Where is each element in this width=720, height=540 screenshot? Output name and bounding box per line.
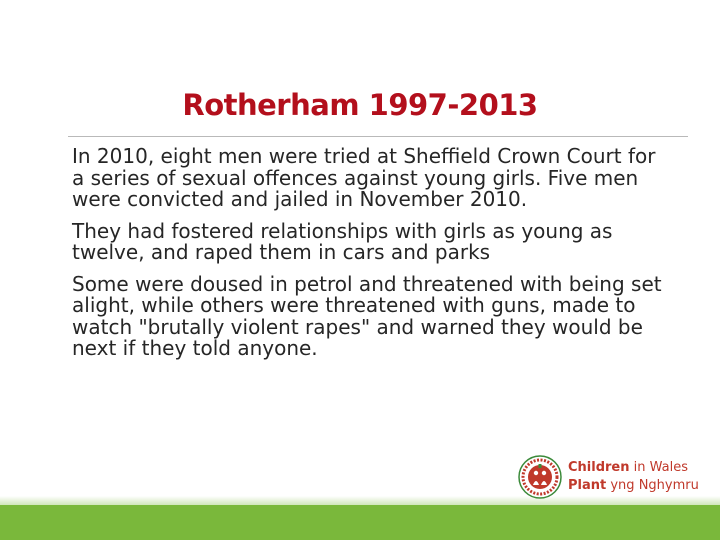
children-in-wales-logo (514, 452, 704, 502)
slide-title: Rotherham 1997-2013 (182, 88, 538, 122)
logo-word-yng: yng (606, 478, 639, 493)
logo-text (568, 459, 699, 495)
paragraph-3: Some were doused in petrol and threatened with being set alight, while others were threatened with guns, made to watch "brutally violent rapes" and warned they would be next if they told anyone. (72, 271, 662, 360)
paragraph-2: They had fostered relationships with girls as young as twelve, and raped them in cars and parks (72, 218, 613, 264)
paragraph-1: In 2010, eight men were tried at Sheffield Crown Court for a series of sexual offences against young girls. Five men were convicted and jailed in November 2010. (72, 144, 656, 211)
logo-word-wales: Wales (649, 460, 688, 475)
children-in-wales-seal-icon (518, 455, 562, 499)
footer-accent-bar (0, 505, 720, 540)
title-divider (68, 136, 688, 137)
slide-body (72, 146, 672, 370)
logo-line-welsh (568, 477, 699, 495)
logo-word-plant: Plant (568, 478, 607, 493)
logo-word-nghymru: Nghymru (638, 478, 699, 493)
logo-word-children: Children (568, 460, 630, 475)
footer-bar-fade (0, 496, 720, 505)
logo-line-english (568, 459, 699, 477)
logo-word-in: in (629, 460, 650, 475)
